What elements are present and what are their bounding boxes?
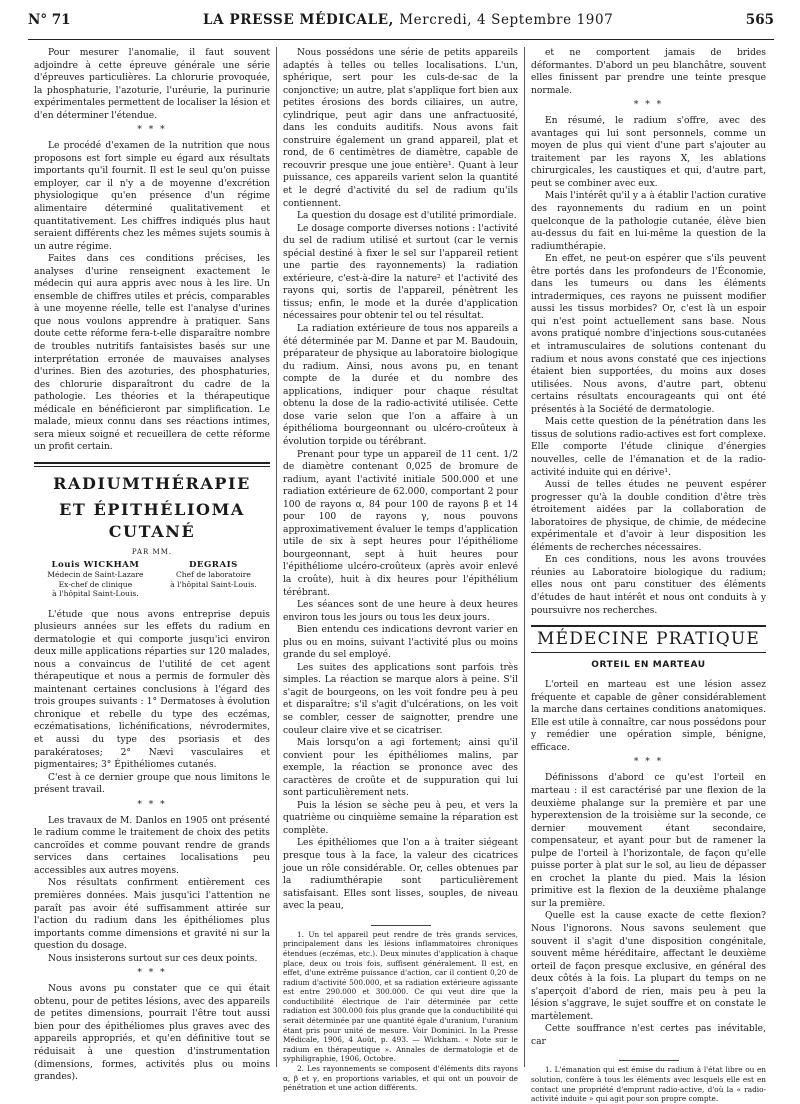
footnote-divider xyxy=(371,925,431,926)
section-separator: * * * xyxy=(137,968,167,979)
paragraph: La radiation extérieure de tous nos appareils a été déterminée par M. Danne et par M. Baudouin, préparateur de physique au laboratoire biologique du radium. Ainsi, nous avons pu, en tenant compte de la durée et du nombre des applications, indiquer pour chaque résultat obtenu la dose de la radio-activité utilisée. Cette dose varie selon que l'on a affaire à un épithélioma bourgeonnant ou ulcéro-croûteux à évolution torpide ou térébrant. xyxy=(283,324,518,447)
paragraph: Mais lorsqu'on a agi fortement; ainsi qu'il convient pour les épithéliomes malins, par exemple, la réaction se prononce avec des caractères de croûte et de suppuration qui lui sont particulièrement nets. xyxy=(283,738,518,799)
byline-prefix: PAR MM. xyxy=(131,547,173,556)
journal-title-line xyxy=(203,12,613,28)
author-affiliation: à l'hôpital Saint-Louis. xyxy=(170,579,257,589)
authors xyxy=(34,561,270,599)
column-1 xyxy=(28,47,276,1083)
author-name: DEGRAIS xyxy=(188,559,238,570)
footnote-divider xyxy=(619,1060,679,1061)
paragraph: Nous possédons une série de petits appareils adaptés à telles ou telles localisations. L'un, sphérique, sert pour les culs-de-sac de la conjonctive; un autre, plat s'applique fort bien aux petites érosions des bords ciliaires, un autre, cylindrique, peut agir dans une anfractuosité, dans les conduits auditifs. Nous avons fait construire également un grand appareil, plat et rond, de 6 centimètres de diamètre, capable de recouvrir presque une joue entière¹. Quant à leur puissance, ces appareils varient selon la quantité et le degré d'activité du sel de radium qu'ils contiennent. xyxy=(283,48,518,209)
section-separator: * * * xyxy=(137,125,167,136)
paragraph: Nos résultats confirment entièrement ces premières données. Mais jusqu'ici l'attention ne paraît pas avoir été suffisamment attirée sur l'action du radium dans les épithéliomes plus importants comme dimensions et gravité ni sur la question du dosage. xyxy=(34,878,270,952)
paragraph: Les épithéliomes que l'on a à traiter siégeant presque tous à la face, la valeur des cicatrices joue un rôle considérable. Or, celles obtenues par la radiumthérapie sont particulièrement satisfaisant. Elles sont lisses, souples, de niveau avec la peau, xyxy=(283,838,518,912)
footnote: 1. L'émanation qui est émise du radium à l'état libre ou en solution, confère à tous les éléments avec lesquels elle est en contact une propriété d'emprunt radio-active, d'où la « radio-activité induite » qui agit pour son propre compte. xyxy=(531,1065,766,1104)
paragraph: Nous insisterons surtout sur ces deux points. xyxy=(48,953,258,964)
divider xyxy=(531,625,766,627)
section-separator: * * * xyxy=(633,100,664,111)
article-title-line-1: RADIUMTHÉRAPIE xyxy=(53,473,251,493)
article-title-line-2: ET ÉPITHÉLIOMA CUTANÉ xyxy=(59,499,245,541)
column-3 xyxy=(524,47,772,1104)
paragraph: La question du dosage est d'utilité primordiale. xyxy=(297,211,517,222)
section-separator: * * * xyxy=(633,757,664,768)
journal-title: LA PRESSE MÉDICALE, xyxy=(203,12,394,28)
paragraph: Les suites des applications sont parfois très simples. La réaction se marque alors à peine. S'il s'agit de bourgeons, on les voit fondre peu à peu et disparaître; s'il s'agit d'ulcérations, on les voit se combler, cesser de saignotter, prendre une couleur claire vive et se cicatriser. xyxy=(283,662,518,736)
paragraph: Les travaux de M. Danlos en 1905 ont présenté le radium comme le traitement de choix des petits cancroïdes et comme pouvant rendre de grands services dans certaines localisations peu accessibles aux autres moyens. xyxy=(34,815,270,876)
section-separator: * * * xyxy=(137,799,167,810)
divider xyxy=(34,466,270,467)
paragraph: C'est à ce dernier groupe que nous limitons le présent travail. xyxy=(34,772,270,796)
paragraph: En résumé, le radium s'offre, avec des avantages qui lui sont personnels, comme un moyen de plus qui vient d'une part s'ajouter au traitement par les rayons X, les ablations chirurgicales, les caustiques et qui, d'autre part, peut se combiner avec eux. xyxy=(531,116,766,189)
paragraph: Faites dans ces conditions précises, les analyses d'urine renseignent exactement le médecin qui aura appris avec nous à les lire. Un ensemble de chiffres utiles et précis, comparables à une moyenne réelle, telle est l'analyse d'urines que nous voulons apprendre à pratiquer. Sans doute cette réforme fera-t-elle disparaître nombre de troubles nutritifs fantaisistes basés sur une interprétation erronée de mauvaises analyses d'urines. Bien des azoturies, des phosphaturies, des chlorurie disparaîtront du cadre de la pathologie. Les théories et la thérapeutique médicale en bénéficieront par simplification. Le malade, mieux connu dans ses réactions intimes, sera mieux soigné et recueillera de cette réforme un profit certain. xyxy=(34,254,270,453)
columns xyxy=(28,47,774,1104)
paragraph: Prenant pour type un appareil de 11 cent. 1/2 de diamètre contenant 0,025 de bromure de radium, ayant l'activité initiale 500.000 et une radiation extérieure de 62.000, comportant 2 pour 100 de rayons α, 84 pour 100 de rayons β et 14 pour 100 de rayons γ, nous pouvons approximativement évaluer le temps d'application utile de six à sept heures pour l'épithéliome bourgeonnant, sept à huit heures pour l'épithéliome ulcéro-croûteux (après avoir enlevé la croûte), huit à dix heures pour l'épithélium térébrant. xyxy=(283,449,518,598)
author-name: Louis WICKHAM xyxy=(51,559,140,570)
page-header xyxy=(28,12,774,40)
paragraph: Nous avons pu constater que ce qui était obtenu, pour de petites lésions, avec des appareils de petites dimensions, pourrait l'être tout aussi bien pour des épithéliomes plus graves avec des appareils appropriés, et qu'en définitive tout se réduisait à une question d'instrumentation (dimensions, formes, activités plus ou moins grandes). xyxy=(34,984,270,1083)
paragraph: En effet, ne peut-on espérer que s'ils peuvent être portés dans les profondeurs de l'Économie, dans les tumeurs ou dans les éléments intradermiques, ces rayons ne puissent modifier aussi les tissus morbides? Or, c'est là un espoir qui n'est point actuellement sans base. Nous avons pratiqué nombre d'injections sous-cutanées et intramusculaires de solutions contenant du radium et nous avons constaté que ces injections étaient bien supportées, du moins aux doses utilisées. Nous avons, d'autre part, obtenu certains résultats encourageants qui ont été présentés à la Société de dermatologie. xyxy=(531,254,766,415)
author-affiliation: Médecin de Saint-Lazare xyxy=(47,570,144,579)
issue-number: N° 71 xyxy=(28,12,71,28)
paragraph: Le dosage comporte diverses notions : l'activité du sel de radium utilisé et surtout (car le vernis spécial destiné à fixer le sel sur l'appareil retient une partie des rayonnements) la radiation extérieure, c'est-à-dire la nature² et l'activité des rayons qui, sortis de l'appareil, pénètrent les tissus; enfin, le mode et la durée d'application nécessaires pour obtenir tel ou tel résultat. xyxy=(283,223,518,322)
divider xyxy=(531,652,766,653)
author-2 xyxy=(170,561,257,599)
footnote: 2. Les rayonnements se composent d'éléments dits rayons α, β et γ, en proportions variables, et qui ont un pouvoir de pénétration et une action différents. xyxy=(283,1064,518,1093)
paragraph: Aussi de telles études ne peuvent espérer progresser qu'à la double condition d'être très étroitement aidées par la collaboration de laboratoires de physique, de chimie, de médecine expérimentale et d'avoir à leur disposition les éléments de recherches nécessaires. xyxy=(531,480,766,553)
author-affiliation: à l'hôpital Saint-Louis. xyxy=(52,589,139,598)
paragraph: Mais l'intérêt qu'il y a à établir l'action curative des rayonnements du radium en un point quelconque de la pathologie cutanée, élève bien au-dessus du fait en lui-même la question de la radiumthérapie. xyxy=(531,191,766,252)
paragraph: Mais cette question de la pénétration dans les tissus de solutions radio-actives est fort complexe. Elle comporte l'étude clinique d'énergies nouvelles, celle de l'émanation et de la radio-activité induite qui en dérive¹. xyxy=(531,417,766,478)
paragraph: L'étude que nous avons entreprise depuis plusieurs années sur les effets du radium en dermatologie et qui comporte jusqu'ici environ deux mille applications réparties sur 120 malades, nous a convaincus de l'utilité de cet agent thérapeutique et nous a permis de formuler dès maintenant certaines conclusions à l'égard des trois groupes suivants : 1° Dermatoses à évolution chronique et rebelle du type des eczémas, eczématisations, lichénifications, névrodermites, et aussi du type des psoriasis et des parakératoses; 2° Nævi vasculaires et pigmentaires; 3° Épithéliomes cutanés. xyxy=(34,609,270,771)
section-title: MÉDECINE PRATIQUE xyxy=(537,629,760,650)
divider xyxy=(34,462,270,464)
footnote: 1. Un tel appareil peut rendre de très grands services, principalement dans les lésions inflammatoires chroniques étendues (eczémas, etc.). Deux minutes d'application à chaque place, deux ou trois fois, suffisent généralement. Il est, en effet, d'une extrême puissance d'action, car il contient 0,20 de radium d'activité 500.000, et sa radiation extérieure agissante est entre 290.000 et 300.000. Ce qui veut dire que la conductibilité électrique de l'air déterminée par cette radiation est 300.000 fois plus grande que la conductibilité qui serait déterminée par une quantité égale d'uranium, l'uranium étant pris pour unité de mesure. Voir Dominici. In La Presse Médicale, 1906, 4 Août, p. 493. — Wickham. « Note sur le radium en thérapeutique ». Annales de dermatologie et de syphiligraphie, 1906, Octobre. xyxy=(283,929,518,1064)
paragraph: Cette souffrance n'est certes pas inévitable, car xyxy=(531,1024,766,1047)
paragraph: Le procédé d'examen de la nutrition que nous proposons est fort simple eu égard aux résultats importants qu'il fournit. Il est le seul qu'on puisse employer, car il n'y a de moyenne d'excrétion physiologique qu'en présence d'un régime alimentaire déterminé qualitativement et quantitativement. Les chiffres indiqués plus haut seraient différents chez les mêmes sujets soumis à un autre régime. xyxy=(34,141,270,252)
paragraph: Les séances sont de une heure à deux heures environ tous les jours ou tous les deux jours. xyxy=(283,600,518,623)
page-number: 565 xyxy=(745,12,774,28)
paragraph: L'orteil en marteau est une lésion assez fréquente et capable de gêner considérablement la marche dans certaines conditions anatomiques. Elle est utile à connaître, car nous possédons pour y remédier une opération simple, bénigne, efficace. xyxy=(531,680,766,753)
paragraph: Quelle est la cause exacte de cette flexion? Nous l'ignorons. Nous savons seulement que souvent il s'agit d'une disposition congénitale, souvent même héréditaire, affectant le deuxième orteil de façon presque exclusive, en général des deux côtés à la fois. La plupart du temps on ne s'aperçoit d'abord de rien, mais peu à peu la lésion s'aggrave, le sujet souffre et on constate le martèlement. xyxy=(531,911,766,1022)
paragraph: et ne comportent jamais de brides déformantes. D'abord un peu blanchâtre, souvent elles finissent par prendre une teinte presque normale. xyxy=(531,48,766,96)
author-1 xyxy=(47,561,143,599)
paragraph: Pour mesurer l'anomalie, il faut souvent adjoindre à cette épreuve générale une série d'épreuves particulières. La chlorurie provoquée, la phosphaturie, l'azoturie, l'uréurie, la purinurie expérimentales permettent de localiser la lésion et d'en déterminer l'étendue. xyxy=(34,48,270,121)
author-affiliation: Chef de laboratoire xyxy=(175,570,251,579)
paragraph: Puis la lésion se sèche peu à peu, et vers la quatrième ou cinquième semaine la réparation est complète. xyxy=(283,800,518,836)
article-subtitle: ORTEIL EN MARTEAU xyxy=(591,659,706,670)
issue-date: Mercredi, 4 Septembre 1907 xyxy=(399,12,614,28)
paragraph: En ces conditions, nous les avons trouvées réunies au Laboratoire biologique du radium; elles nous ont paru constituer des éléments d'études de haut intérêt et nous ont conduits à y poursuivre nos recherches. xyxy=(531,555,766,616)
author-affiliation: Ex-chef de clinique xyxy=(58,579,133,589)
column-2 xyxy=(276,47,524,1093)
paragraph: Bien entendu ces indications devront varier en plus ou en moins, suivant l'activité plus ou moins grande du sel employé. xyxy=(283,625,518,661)
paragraph: Définissons d'abord ce qu'est l'orteil en marteau : il est caractérisé par une flexion de la deuxième phalange sur la première et par une hyperextension de la troisième sur la seconde, ce dernier mouvement étant secondaire, compensateur, et ayant pour but de ramener la pulpe de l'orteil à l'horizontale, de façon qu'elle puisse porter à plat sur le sol, au lieu de dépasser en crochet la plante du pied. Mais la lésion primitive est la flexion de la deuxième phalange sur la première. xyxy=(531,773,766,909)
